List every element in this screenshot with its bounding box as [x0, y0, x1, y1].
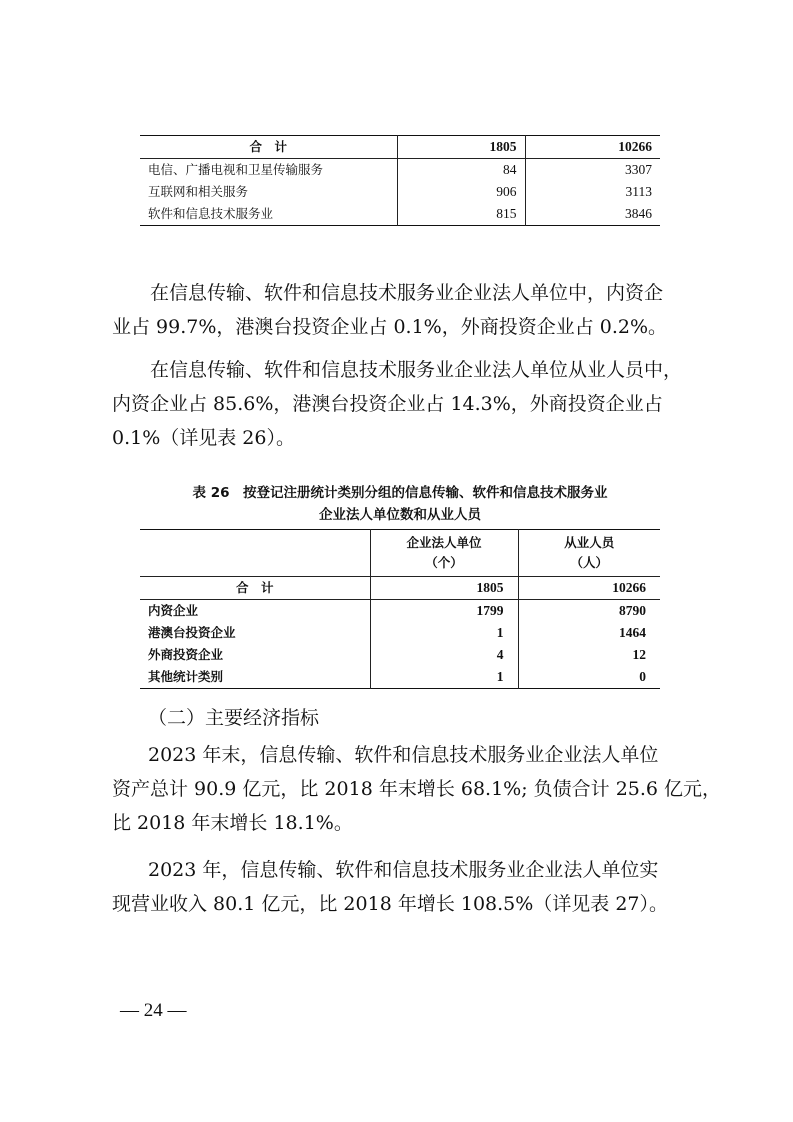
table-row — [140, 622, 660, 644]
table-row — [140, 644, 660, 666]
text-line: 在信息传输、软件和信息技术服务业企业法人单位中，内资企 — [150, 282, 664, 304]
row-label: 互联网和相关服务 — [140, 181, 397, 203]
row-value-employees: 3307 — [625, 162, 652, 177]
row-value-units: 1799 — [370, 600, 518, 623]
header-blank-cell — [140, 530, 370, 577]
industry-table — [140, 135, 660, 226]
row-value-employees: 0 — [639, 669, 646, 684]
row-label: 其他统计类别 — [140, 666, 370, 689]
paragraph-ownership-employees — [112, 353, 682, 455]
section-heading: （二）主要经济指标 — [148, 707, 320, 729]
row-value-employees: 10266 — [518, 577, 660, 600]
table-total-row — [140, 136, 660, 159]
row-label: 电信、广播电视和卫星传输服务 — [140, 159, 397, 182]
row-label: 合 计 — [140, 577, 370, 600]
row-label: 内资企业 — [140, 600, 370, 623]
row-value-units: 84 — [397, 159, 525, 182]
row-value-units: 4 — [370, 644, 518, 666]
text-line: 现营业收入 80.1 亿元，比 2018 年增长 108.5%（详见表 27）。 — [112, 893, 669, 915]
row-value-units: 1805 — [397, 136, 525, 159]
header-label: 企业法人单位 — [406, 535, 482, 550]
row-value-units: 906 — [397, 181, 525, 203]
text-line: 在信息传输、软件和信息技术服务业企业法人单位从业人员中， — [150, 359, 683, 381]
page-number: — 24 — — [120, 1000, 187, 1021]
table-row — [140, 666, 660, 689]
registration-type-table — [140, 529, 660, 689]
header-employees — [518, 530, 660, 577]
table-caption — [140, 482, 660, 526]
header-units — [370, 530, 518, 577]
table-row — [140, 203, 660, 226]
table-caption-line: 企业法人单位数和从业人员 — [319, 507, 481, 523]
text-line: 2023 年，信息传输、软件和信息技术服务业企业法人单位实 — [148, 859, 659, 881]
header-unit: （个） — [425, 555, 463, 570]
row-value-units: 1 — [370, 666, 518, 689]
paragraph-revenue — [112, 853, 682, 921]
row-label: 港澳台投资企业 — [140, 622, 370, 644]
text-line: 内资企业占 85.6%，港澳台投资企业占 14.3%，外商投资企业占 — [112, 393, 663, 415]
table-row — [140, 600, 660, 623]
table-row — [140, 159, 660, 182]
row-value-employees: 10266 — [525, 136, 660, 159]
text-line: 业占 99.7%，港澳台投资企业占 0.1%，外商投资企业占 0.2%。 — [112, 316, 668, 338]
row-value-employees: 12 — [632, 647, 646, 662]
row-value-units: 815 — [397, 203, 525, 226]
row-value-employees: 1464 — [619, 625, 646, 640]
header-unit: （人） — [570, 555, 608, 570]
table-total-row — [140, 577, 660, 600]
row-value-employees: 3846 — [625, 206, 652, 221]
row-label: 软件和信息技术服务业 — [140, 203, 397, 226]
table-header-row — [140, 530, 660, 577]
row-value-units: 1805 — [370, 577, 518, 600]
paragraph-ownership-units — [112, 276, 682, 344]
text-line: 比 2018 年末增长 18.1%。 — [112, 812, 353, 834]
text-line: 0.1%（详见表 26）。 — [112, 427, 295, 449]
row-value-employees: 3113 — [625, 184, 652, 199]
row-value-units: 1 — [370, 622, 518, 644]
text-line: 2023 年末，信息传输、软件和信息技术服务业企业法人单位 — [148, 744, 659, 766]
text-line: 资产总计 90.9 亿元，比 2018 年末增长 68.1%; 负债合计 25.6 亿元， — [112, 778, 722, 800]
row-label: 合 计 — [140, 136, 397, 159]
paragraph-assets — [112, 738, 722, 840]
row-label: 外商投资企业 — [140, 644, 370, 666]
table-caption-line: 表 26 按登记注册统计类别分组的信息传输、软件和信息技术服务业 — [192, 485, 608, 501]
row-value-employees: 8790 — [619, 603, 646, 618]
table-row — [140, 181, 660, 203]
header-label: 从业人员 — [564, 535, 615, 550]
